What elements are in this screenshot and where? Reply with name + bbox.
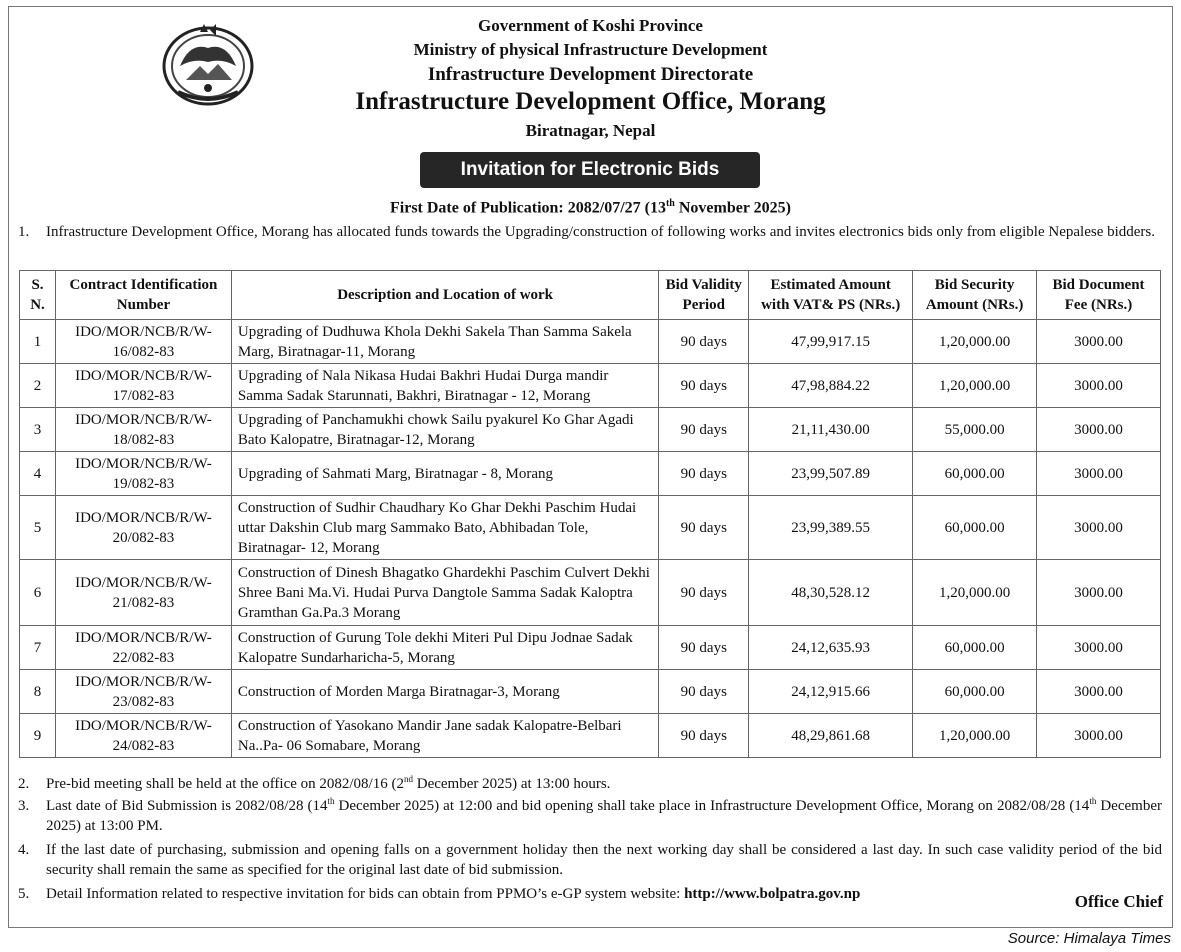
- intro-paragraph: [18, 222, 1162, 242]
- cell-fee: 3000.00: [1037, 626, 1161, 670]
- government-name: Government of Koshi Province: [478, 16, 703, 35]
- cell-contract-id: IDO/MOR/NCB/R/W-24/082-83: [55, 714, 231, 758]
- bolpatra-link[interactable]: http://www.bolpatra.gov.np: [684, 886, 861, 902]
- table-header-row: [20, 271, 1161, 320]
- note-bid-submission: [18, 796, 1162, 836]
- cell-contract-id: IDO/MOR/NCB/R/W-16/082-83: [55, 320, 231, 364]
- cell-fee: 3000.00: [1037, 408, 1161, 452]
- col-header-validity: Bid Validity Period: [659, 271, 749, 320]
- cell-sn: 2: [20, 364, 56, 408]
- cell-contract-id: IDO/MOR/NCB/R/W-22/082-83: [55, 626, 231, 670]
- cell-security: 1,20,000.00: [913, 320, 1037, 364]
- cell-validity: 90 days: [659, 408, 749, 452]
- note-text: If the last date of purchasing, submission and opening falls on a government holiday then the next working day shall be considered a last day. In such case validity period of the bid security shall remain the same as specified for the original last date of bid submission.: [46, 842, 1162, 878]
- cell-sn: 5: [20, 496, 56, 560]
- cell-description: Construction of Gurung Tole dekhi Miteri Pul Dipu Jodnae Sadak Kalopatre Sundarharicha-5, Morang: [231, 626, 658, 670]
- note-number: 4.: [18, 842, 30, 858]
- bids-table: [19, 270, 1161, 758]
- cell-contract-id: IDO/MOR/NCB/R/W-18/082-83: [55, 408, 231, 452]
- cell-security: 1,20,000.00: [913, 560, 1037, 626]
- cell-sn: 3: [20, 408, 56, 452]
- note-holiday: [18, 840, 1162, 880]
- table-row: [20, 670, 1161, 714]
- cell-validity: 90 days: [659, 496, 749, 560]
- table-row: [20, 452, 1161, 496]
- publication-date: First Date of Publication: 2082/07/27 (13th November 2025): [390, 198, 791, 217]
- cell-fee: 3000.00: [1037, 320, 1161, 364]
- col-header-description: Description and Location of work: [231, 271, 658, 320]
- note-number: 2.: [18, 776, 30, 792]
- cell-amount: 23,99,507.89: [749, 452, 913, 496]
- col-header-fee: Bid Document Fee (NRs.): [1037, 271, 1161, 320]
- cell-sn: 8: [20, 670, 56, 714]
- cell-description: Upgrading of Nala Nikasa Hudai Bakhri Hudai Durga mandir Samma Sadak Starunnati, Bakhri, Biratnagar - 12, Morang: [231, 364, 658, 408]
- cell-security: 55,000.00: [913, 408, 1037, 452]
- table-row: [20, 560, 1161, 626]
- cell-amount: 24,12,915.66: [749, 670, 913, 714]
- cell-contract-id: IDO/MOR/NCB/R/W-17/082-83: [55, 364, 231, 408]
- table-row: [20, 714, 1161, 758]
- cell-validity: 90 days: [659, 670, 749, 714]
- note-number: 5.: [18, 886, 30, 902]
- cell-contract-id: IDO/MOR/NCB/R/W-20/082-83: [55, 496, 231, 560]
- cell-amount: 47,98,884.22: [749, 364, 913, 408]
- cell-contract-id: IDO/MOR/NCB/R/W-23/082-83: [55, 670, 231, 714]
- cell-amount: 48,30,528.12: [749, 560, 913, 626]
- note-prebid-meeting: [18, 774, 1162, 794]
- cell-security: 1,20,000.00: [913, 364, 1037, 408]
- cell-sn: 4: [20, 452, 56, 496]
- cell-fee: 3000.00: [1037, 496, 1161, 560]
- col-header-contract-id: Contract Identification Number: [55, 271, 231, 320]
- cell-security: 60,000.00: [913, 626, 1037, 670]
- cell-validity: 90 days: [659, 320, 749, 364]
- cell-fee: 3000.00: [1037, 364, 1161, 408]
- table-row: [20, 320, 1161, 364]
- ministry-name: Ministry of physical Infrastructure Development: [413, 40, 768, 59]
- cell-security: 60,000.00: [913, 670, 1037, 714]
- cell-description: Construction of Morden Marga Biratnagar-3, Morang: [231, 670, 658, 714]
- cell-validity: 90 days: [659, 452, 749, 496]
- office-location: Biratnagar, Nepal: [525, 121, 656, 140]
- cell-validity: 90 days: [659, 714, 749, 758]
- cell-amount: 21,11,430.00: [749, 408, 913, 452]
- intro-number: 1.: [18, 224, 30, 240]
- note-detail-info: [18, 884, 918, 904]
- directorate-name: Infrastructure Development Directorate: [427, 64, 754, 85]
- cell-sn: 7: [20, 626, 56, 670]
- cell-description: Upgrading of Panchamukhi chowk Sailu pyakurel Ko Ghar Agadi Bato Kalopatre, Biratnagar-12, Morang: [231, 408, 658, 452]
- col-header-amount: Estimated Amount with VAT& PS (NRs.): [749, 271, 913, 320]
- cell-sn: 1: [20, 320, 56, 364]
- cell-description: Upgrading of Dudhuwa Khola Dekhi Sakela Than Samma Sakela Marg, Biratnagar-11, Morang: [231, 320, 658, 364]
- cell-amount: 24,12,635.93: [749, 626, 913, 670]
- cell-description: Construction of Dinesh Bhagatko Ghardekhi Paschim Culvert Dekhi Shree Bani Ma.Vi. Hudai Purva Dangtole Samma Sadak Kaloptra Gramthan Ga.Pa.3 Morang: [231, 560, 658, 626]
- cell-fee: 3000.00: [1037, 714, 1161, 758]
- cell-fee: 3000.00: [1037, 670, 1161, 714]
- col-header-sn: S. N.: [20, 271, 56, 320]
- cell-security: 1,20,000.00: [913, 714, 1037, 758]
- cell-sn: 6: [20, 560, 56, 626]
- cell-description: Upgrading of Sahmati Marg, Biratnagar - 8, Morang: [231, 452, 658, 496]
- office-chief-signoff: Office Chief: [1074, 892, 1163, 911]
- cell-validity: 90 days: [659, 560, 749, 626]
- note-text: Pre-bid meeting shall be held at the office on 2082/08/16 (2nd December 2025) at 13:00 hours.: [46, 774, 611, 792]
- col-header-security: Bid Security Amount (NRs.): [913, 271, 1037, 320]
- cell-fee: 3000.00: [1037, 452, 1161, 496]
- cell-security: 60,000.00: [913, 496, 1037, 560]
- cell-description: Construction of Yasokano Mandir Jane sadak Kalopatre-Belbari Na..Pa- 06 Somabare, Morang: [231, 714, 658, 758]
- note-text: Detail Information related to respective invitation for bids can obtain from PPMO’s e-GP system website: http://www.bolpatra.gov.np: [46, 886, 861, 902]
- notice-title-banner: Invitation for Electronic Bids: [420, 152, 760, 188]
- table-row: [20, 626, 1161, 670]
- table-row: [20, 496, 1161, 560]
- intro-text: Infrastructure Development Office, Morang has allocated funds towards the Upgrading/construction of following works and invites electronics bids only from eligible Nepalese bidders.: [46, 224, 1156, 240]
- cell-security: 60,000.00: [913, 452, 1037, 496]
- cell-validity: 90 days: [659, 626, 749, 670]
- office-name: Infrastructure Development Office, Morang: [355, 88, 826, 115]
- cell-amount: 47,99,917.15: [749, 320, 913, 364]
- table-row: [20, 364, 1161, 408]
- source-credit: Source: Himalaya Times: [1007, 930, 1171, 947]
- cell-validity: 90 days: [659, 364, 749, 408]
- cell-amount: 23,99,389.55: [749, 496, 913, 560]
- cell-sn: 9: [20, 714, 56, 758]
- cell-contract-id: IDO/MOR/NCB/R/W-21/082-83: [55, 560, 231, 626]
- note-number: 3.: [18, 798, 30, 814]
- table-row: [20, 408, 1161, 452]
- cell-description: Construction of Sudhir Chaudhary Ko Ghar Dekhi Paschim Hudai uttar Dakshin Club marg Sammako Bato, Abhibadan Tole, Biratnagar- 12, Morang: [231, 496, 658, 560]
- cell-contract-id: IDO/MOR/NCB/R/W-19/082-83: [55, 452, 231, 496]
- note-text: Last date of Bid Submission is 2082/08/28 (14th December 2025) at 12:00 and bid opening shall take place in Infrastructure Development Office, Morang on 2082/08/28 (14th December 2025) at 13:00 PM.: [46, 796, 1162, 834]
- cell-fee: 3000.00: [1037, 560, 1161, 626]
- cell-amount: 48,29,861.68: [749, 714, 913, 758]
